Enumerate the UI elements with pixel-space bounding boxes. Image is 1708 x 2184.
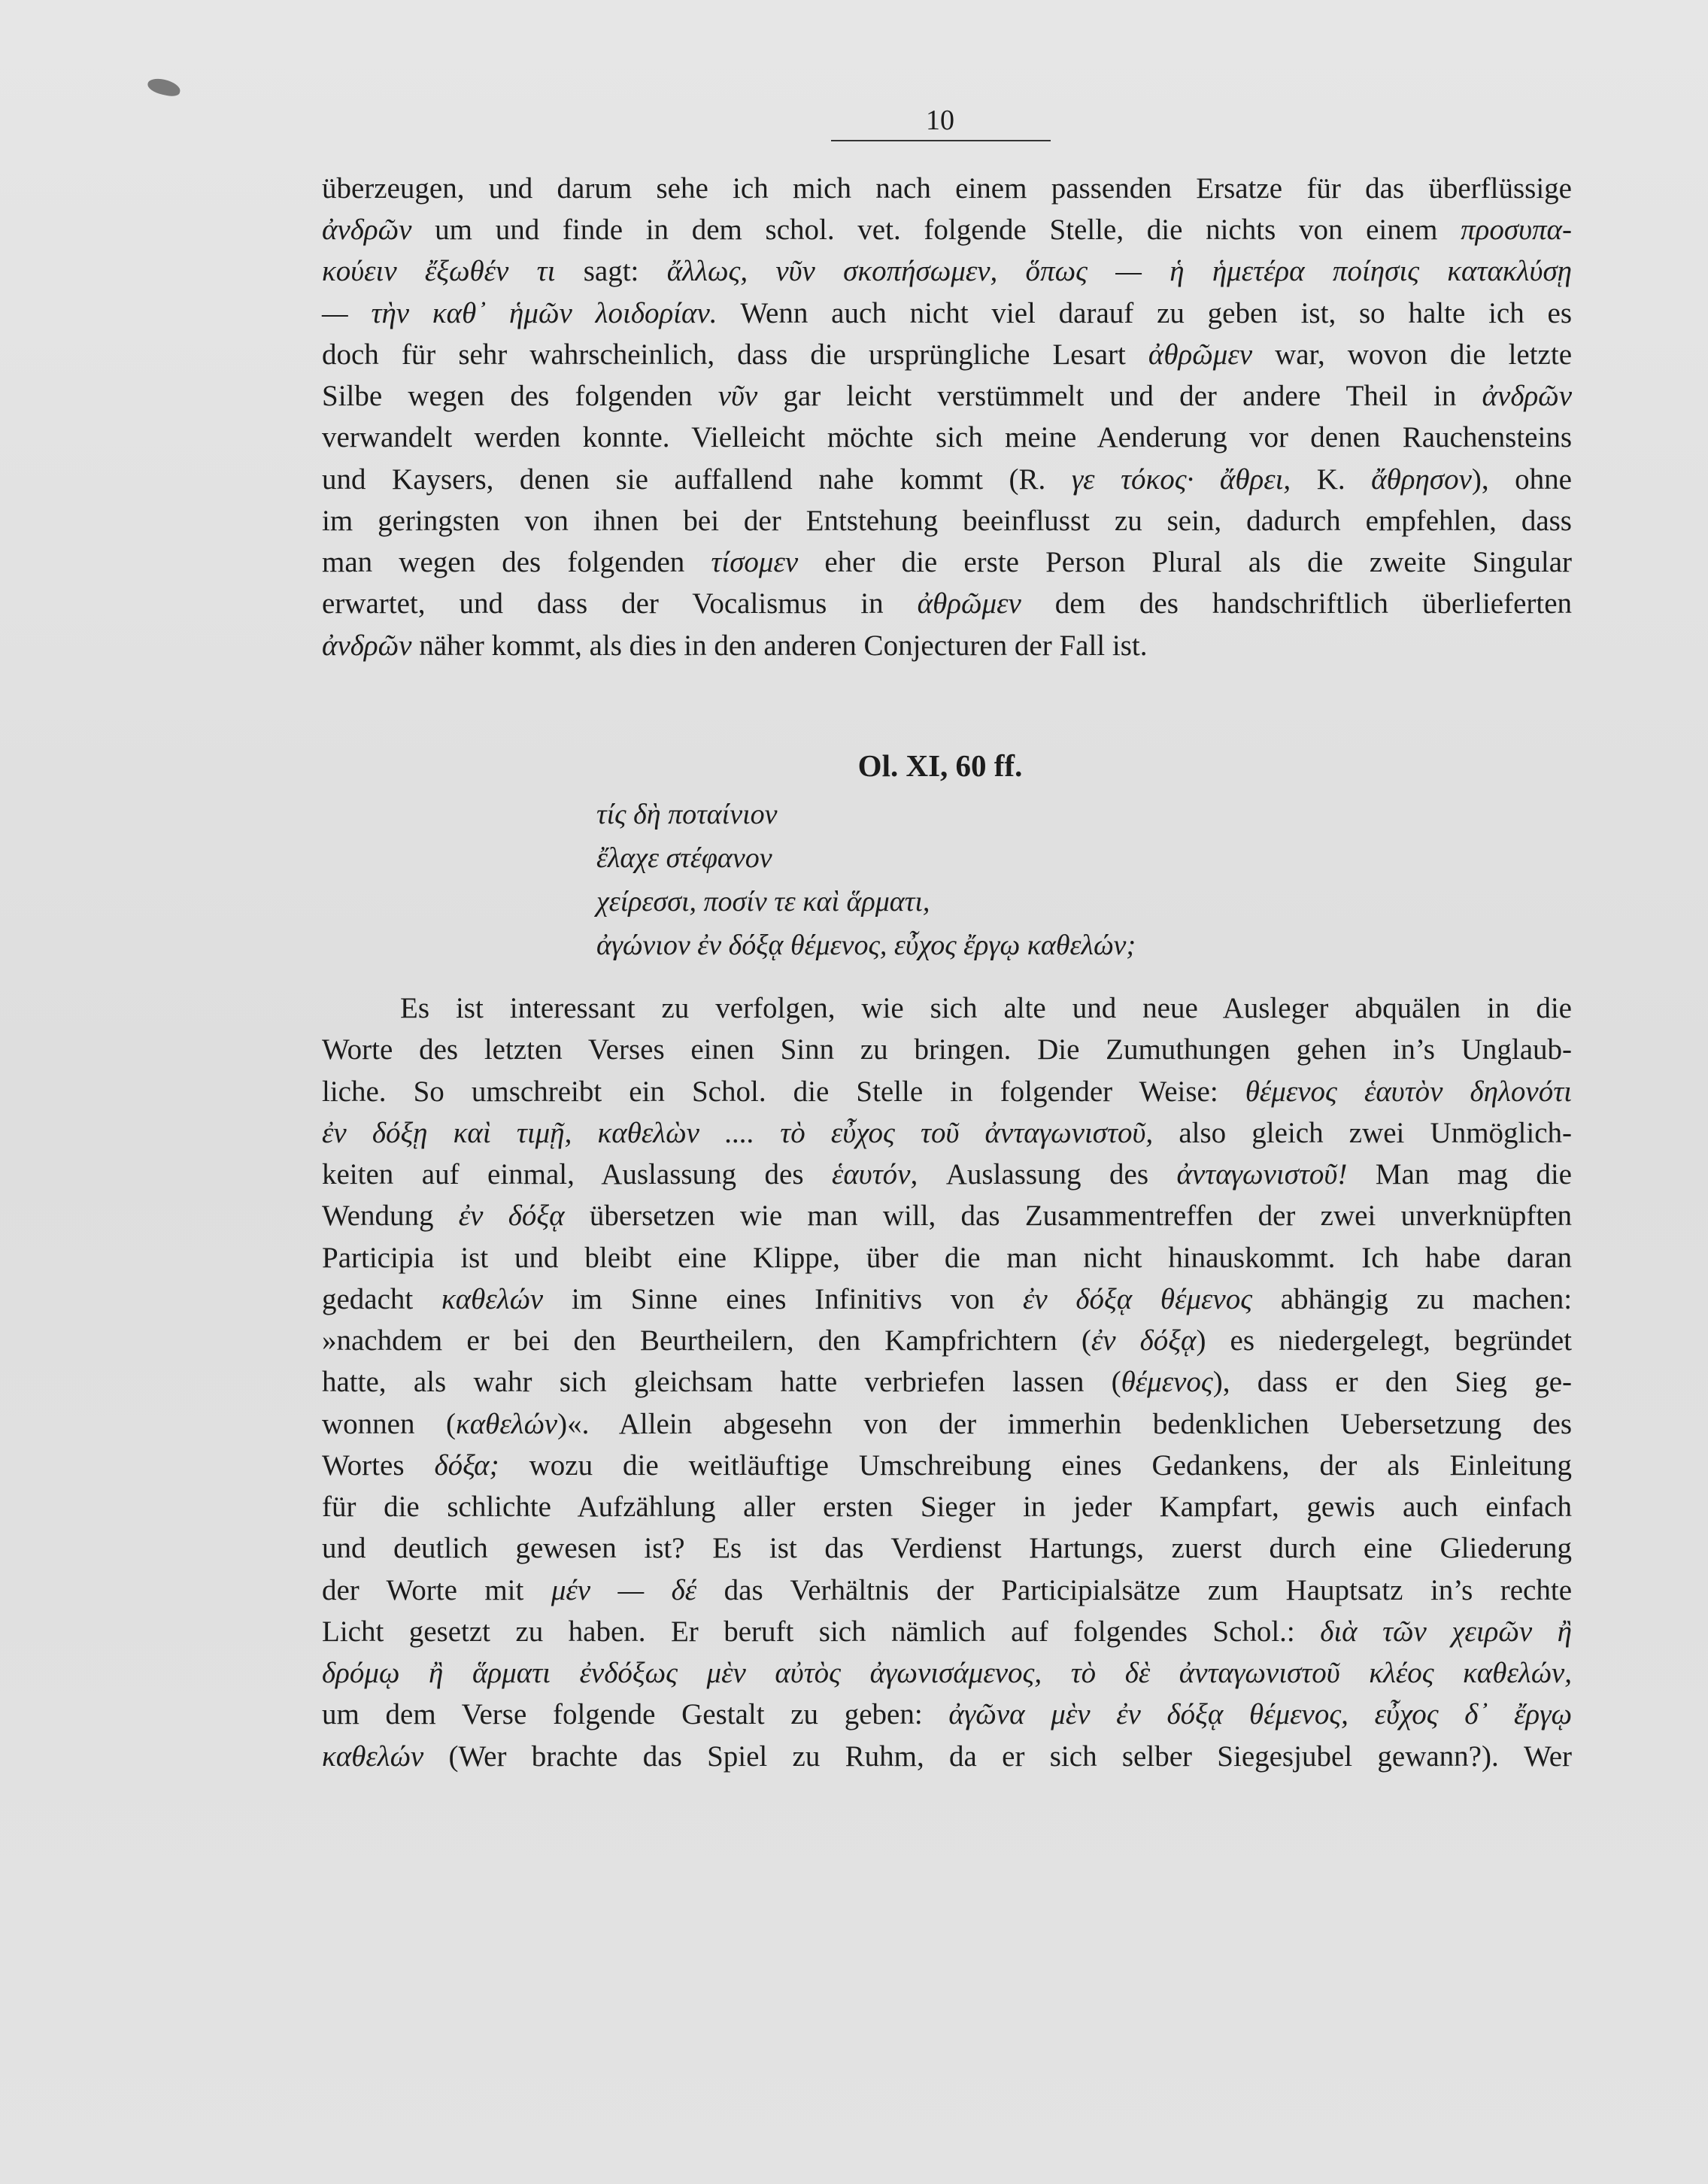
- para2-line-8: gedacht καθελών im Sinne eines Infinitivs von ἐν δόξᾳ θέμενος abhängig zu machen:: [322, 1283, 1573, 1315]
- para1-line-8: und Kaysers, denen sie auffallend nahe kommt (R. γε τόκος· ἄθρει, K. ἄθρησον), ohne: [322, 463, 1572, 496]
- para2-line-14: und deutlich gewesen ist? Es ist das Verdienst Hartungs, zuerst durch eine Gliederung: [322, 1532, 1572, 1564]
- para1-line-2: ἀνδρῶν um und finde in dem schol. vet. folgende Stelle, die nichts von einem προσυπα-: [322, 214, 1572, 246]
- section-heading: Ol. XI, 60 ff.: [857, 748, 1023, 783]
- para2-line-9: »nachdem er bei den Beurtheilern, den Kampfrichtern (ἐν δόξᾳ) es niedergelegt, begründet: [322, 1324, 1572, 1357]
- verse-line-3: χείρεσσι, ποσίν τε καὶ ἅρματι,: [596, 886, 930, 918]
- para2-line-19: καθελών (Wer brachte das Spiel zu Ruhm, da er sich selber Siegesjubel gewann?). Wer: [322, 1740, 1573, 1773]
- para1-line-3: κούειν ἔξωθέν τι sagt: ἄλλως, νῦν σκοπήσωμεν, ὅπως — ἡ ἡμετέρα ποίησις κατακλύσῃ: [322, 255, 1573, 287]
- para2-line-2: Worte des letzten Verses einen Sinn zu bringen. Die Zumuthungen gehen in’s Unglaub-: [322, 1033, 1572, 1066]
- para1-line-1: überzeugen, und darum sehe ich mich nach einem passenden Ersatze für das überflüssige: [322, 172, 1572, 205]
- para2-line-13: für die schlichte Aufzählung aller ersten Sieger in jeder Kampfart, gewis auch einfach: [322, 1491, 1572, 1523]
- para2-line-11: wonnen (καθελών)«. Allein abgesehn von der immerhin bedenklichen Uebersetzung des: [322, 1408, 1572, 1440]
- verse-line-4: ἀγώνιον ἐν δόξᾳ θέμενος, εὖχος ἔργῳ καθελών;: [596, 930, 1136, 961]
- para1-line-11: erwartet, und dass der Vocalismus in ἀθρῶμεν dem des handschriftlich überlieferten: [322, 587, 1573, 620]
- verse-line-1: τίς δὴ ποταίνιον: [596, 799, 778, 830]
- para2-line-12: Wortes δόξα; wozu die weitläuftige Umschreibung eines Gedankens, der als Einleitung: [322, 1449, 1573, 1482]
- para1-line-5: doch für sehr wahrscheinlich, dass die ursprüngliche Lesart ἀθρῶμεν war, wovon die letzte: [322, 338, 1573, 371]
- para1-line-4: — τὴν καθ᾽ ἡμῶν λοιδορίαν. Wenn auch nicht viel darauf zu geben ist, so halte ich es: [322, 297, 1573, 329]
- para2-line-17: δρόμῳ ἢ ἅρματι ἐνδόξως μὲν αὐτὸς ἀγωνισάμενος, τὸ δὲ ἀνταγωνιστοῦ κλέος καθελών,: [322, 1657, 1572, 1689]
- para1-line-10: man wegen des folgenden τίσομεν eher die erste Person Plural als die zweite Singular: [322, 546, 1572, 578]
- page-number: 10: [926, 105, 954, 136]
- para2-line-10: hatte, als wahr sich gleichsam hatte verbriefen lassen (θέμενος), dass er den Sieg ge-: [322, 1366, 1572, 1398]
- para2-line-3: liche. So umschreibt ein Schol. die Stelle in folgender Weise: θέμενος ἑαυτὸν δηλονότι: [322, 1075, 1573, 1108]
- para2-line-5: keiten auf einmal, Auslassung des ἑαυτόν, Auslassung des ἀνταγωνιστοῦ! Man mag die: [322, 1158, 1572, 1191]
- para1-line-9: im geringsten von ihnen bei der Entstehung beeinflusst zu sein, dadurch empfehlen, dass: [322, 505, 1572, 537]
- para2-line-18: um dem Verse folgende Gestalt zu geben: ἀγῶνα μὲν ἐν δόξᾳ θέμενος, εὖχος δ᾽ ἔργῳ: [322, 1698, 1572, 1731]
- para1-line-6: Silbe wegen des folgenden νῦν gar leicht verstümmelt und der andere Theil in ἀνδρῶν: [322, 380, 1573, 412]
- verse-line-2: ἔλαχε στέφανον: [596, 842, 772, 874]
- para1-line-12: ἀνδρῶν näher kommt, als dies in den anderen Conjecturen der Fall ist.: [322, 629, 1148, 662]
- para2-line-4: ἐν δόξῃ καὶ τιμῇ, καθελὼν .... τὸ εὖχος τοῦ ἀνταγωνιστοῦ, also gleich zwei Unmöglich-: [322, 1117, 1573, 1149]
- para2-line-1: Es ist interessant zu verfolgen, wie sich alte und neue Ausleger abquälen in die: [400, 992, 1572, 1024]
- header-rule: [831, 140, 1051, 141]
- para2-line-16: Licht gesetzt zu haben. Er beruft sich nämlich auf folgendes Schol.: διὰ τῶν χειρῶν ἢ: [322, 1615, 1573, 1648]
- para2-line-7: Participia ist und bleibt eine Klippe, über die man nicht hinauskommt. Ich habe daran: [322, 1242, 1572, 1274]
- para1-line-7: verwandelt werden konnte. Vielleicht möchte sich meine Aenderung vor denen Rauchensteins: [322, 421, 1572, 453]
- para2-line-15: der Worte mit μέν — δέ das Verhältnis der Participialsätze zum Hauptsatz in’s rechte: [322, 1574, 1573, 1606]
- para2-line-6: Wendung ἐν δόξᾳ übersetzen wie man will, das Zusammentreffen der zwei unverknüpften: [322, 1200, 1572, 1232]
- ink-blot: [146, 77, 181, 99]
